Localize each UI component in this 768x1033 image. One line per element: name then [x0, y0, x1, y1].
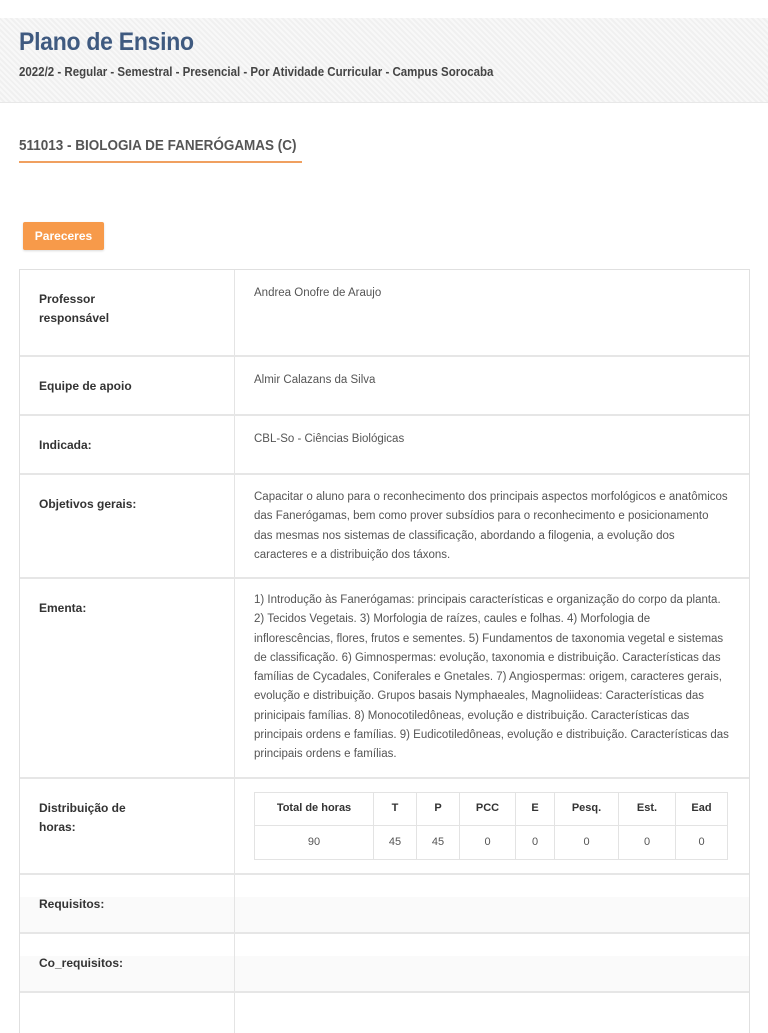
row-indicada — [20, 416, 749, 475]
equipe-value: Almir Calazans da Silva — [254, 374, 376, 386]
course-title-underline — [19, 161, 302, 163]
next-label — [20, 993, 235, 1033]
row-distribuicao — [20, 779, 749, 875]
hours-col-e: E — [516, 793, 555, 826]
distribuicao-value — [235, 779, 749, 873]
hours-col-p: P — [417, 793, 460, 826]
hours-col-pesq: Pesq. — [555, 793, 619, 826]
course-title: 511013 - BIOLOGIA DE FANERÓGAMAS (C) — [19, 138, 297, 154]
objetivos-value: Capacitar o aluno para o reconhecimento dos principais aspectos morfológicos e anatômicos das Fanerógamas, bem como prover subsídios para o reconhecimento e posicionamento das mesmas nos sistemas de classificação, abordando a filogenia, a evolução dos caracteres e a distribuição dos táxons. — [254, 491, 728, 561]
equipe-label: Equipe de apoio — [20, 357, 235, 414]
row-ementa — [20, 579, 749, 779]
row-professor — [20, 270, 749, 357]
pareceres-button[interactable]: Pareceres — [23, 222, 104, 250]
hours-header-row — [255, 793, 728, 826]
hours-val-t: 45 — [374, 826, 417, 860]
row-next — [20, 993, 749, 1033]
co-requisitos-value — [235, 934, 749, 991]
ementa-label: Ementa: — [20, 579, 235, 777]
professor-value: Andrea Onofre de Araujo — [254, 287, 382, 299]
hours-col-est: Est. — [619, 793, 676, 826]
co-requisitos-label: Co_requisitos: — [20, 934, 235, 991]
hours-val-p: 45 — [417, 826, 460, 860]
hours-col-total: Total de horas — [255, 793, 374, 826]
distribuicao-label: Distribuição de horas: — [20, 779, 235, 873]
ementa-value: 1) Introdução às Fanerógamas: principais características e organização do corpo da planta. 2) Tecidos Vegetais. 3) Morfologia de raízes, caules e folhas. 4) Morfologia de inflorescências, flores, frutos e sementes. 5) Fundamentos de taxonomia vegetal e sistemas de classificação. 6) Gimnospermas: evolução, taxonomia e distribuição. Características das famílias de Cycadales, Coniferales e Gnetales. 7) Angiospermas: origem, caracteres gerais, evolução e distribuição. Grupos basais Nymphaeales, Magnoliideas: Características das prinicipais famílias. 8) Monocotiledôneas, evolução e distribuição. Características das principais ordens e famílias. 9) Eudicotiledôneas, evolução e distribuição. Características das principais ordens e famílias. — [254, 594, 729, 761]
hours-col-pcc: PCC — [460, 793, 516, 826]
page-title: Plano de Ensino — [19, 28, 194, 56]
indicada-value: CBL-So - Ciências Biológicas — [254, 433, 405, 445]
hours-val-e: 0 — [516, 826, 555, 860]
page-header — [0, 18, 768, 103]
requisitos-label: Requisitos: — [20, 875, 235, 932]
requisitos-value — [235, 875, 749, 932]
row-objetivos — [20, 475, 749, 579]
professor-label: Professor responsável — [20, 270, 235, 355]
next-value — [235, 993, 749, 1033]
hours-table — [254, 792, 728, 860]
row-co-requisitos — [20, 934, 749, 993]
row-requisitos — [20, 875, 749, 934]
hours-col-ead: Ead — [676, 793, 728, 826]
hours-val-pcc: 0 — [460, 826, 516, 860]
indicada-label: Indicada: — [20, 416, 235, 473]
hours-val-est: 0 — [619, 826, 676, 860]
hours-value-row — [255, 826, 728, 860]
hours-col-t: T — [374, 793, 417, 826]
page-subtitle: 2022/2 - Regular - Semestral - Presencial - Por Atividade Curricular - Campus Sorocaba — [19, 65, 494, 79]
course-info-table — [19, 269, 750, 1033]
hours-val-total: 90 — [255, 826, 374, 860]
objetivos-label: Objetivos gerais: — [20, 475, 235, 577]
hours-val-pesq: 0 — [555, 826, 619, 860]
row-equipe — [20, 357, 749, 416]
hours-val-ead: 0 — [676, 826, 728, 860]
